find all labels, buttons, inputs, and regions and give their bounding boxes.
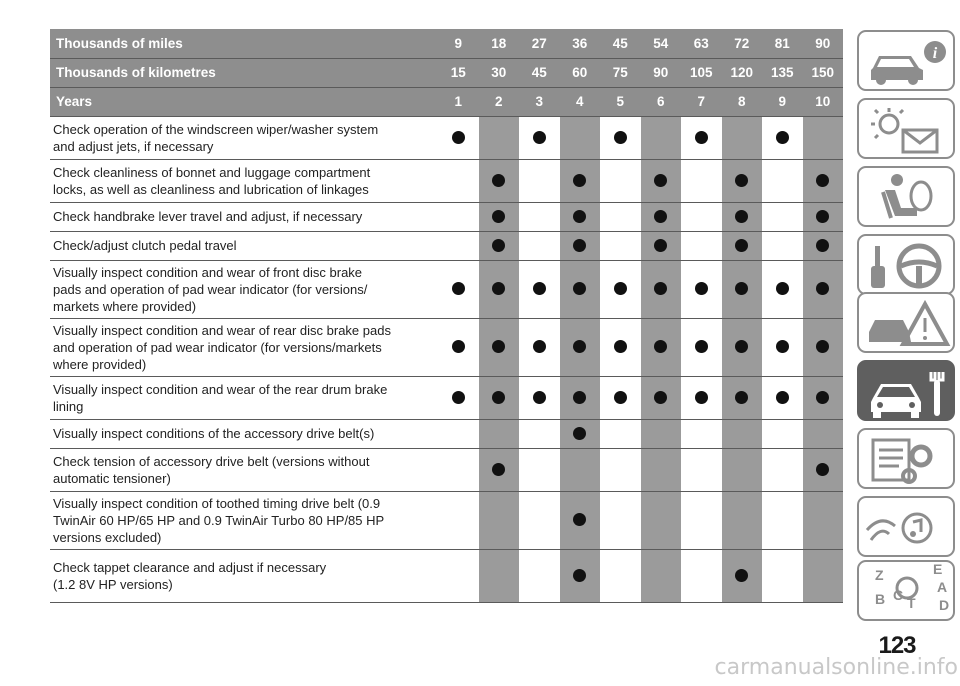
table-row (50, 448, 843, 491)
required-dot-icon (533, 282, 546, 295)
interval-value: 8 (722, 87, 763, 116)
interval-value: 60 (560, 58, 601, 87)
schedule-cell (641, 448, 682, 491)
schedule-cell (479, 202, 520, 231)
required-dot-icon (695, 340, 708, 353)
header-row (50, 58, 843, 87)
required-dot-icon (735, 174, 748, 187)
required-dot-icon (816, 174, 829, 187)
operation-description: Visually inspect condition and wear of the rear drum brake lining (50, 376, 438, 419)
schedule-cell (722, 159, 763, 202)
section-tab-6[interactable] (857, 360, 955, 421)
required-dot-icon (735, 282, 748, 295)
required-dot-icon (816, 239, 829, 252)
schedule-cell (438, 116, 479, 159)
table-row (50, 549, 843, 602)
header-label: Thousands of miles (50, 29, 438, 58)
section-tab-8[interactable] (857, 496, 955, 557)
required-dot-icon (735, 569, 748, 582)
schedule-cell (479, 491, 520, 549)
schedule-cell (560, 159, 601, 202)
schedule-cell (479, 376, 520, 419)
section-tab-1[interactable] (857, 30, 955, 91)
table-row (50, 202, 843, 231)
operation-description: Visually inspect condition and wear of rear disc brake pads and operation of pad wear indicator (for versions/markets where provided) (50, 318, 438, 376)
required-dot-icon (695, 131, 708, 144)
operation-description: Check cleanliness of bonnet and luggage compartment locks, as well as cleanliness and lubrication of linkages (50, 159, 438, 202)
schedule-cell (762, 549, 803, 602)
schedule-cell (519, 202, 560, 231)
schedule-cell (560, 376, 601, 419)
required-dot-icon (776, 340, 789, 353)
required-dot-icon (816, 391, 829, 404)
required-dot-icon (654, 391, 667, 404)
schedule-cell (803, 202, 844, 231)
schedule-cell (681, 549, 722, 602)
table-row (50, 318, 843, 376)
interval-value: 30 (479, 58, 520, 87)
section-tab-2[interactable] (857, 98, 955, 159)
schedule-cell (681, 231, 722, 260)
required-dot-icon (492, 239, 505, 252)
schedule-cell (600, 116, 641, 159)
page-number: 123 (878, 632, 916, 659)
required-dot-icon (816, 340, 829, 353)
interval-value: 9 (762, 87, 803, 116)
schedule-cell (600, 318, 641, 376)
index-letter: E (933, 562, 943, 577)
interval-value: 7 (681, 87, 722, 116)
schedule-cell (479, 260, 520, 318)
table-row (50, 376, 843, 419)
schedule-cell (560, 318, 601, 376)
header-label: Years (50, 87, 438, 116)
maintenance-schedule-table (50, 29, 843, 603)
technical-data-gear-icon (859, 430, 953, 487)
required-dot-icon (573, 569, 586, 582)
schedule-cell (641, 159, 682, 202)
car-info-icon (859, 32, 953, 89)
alphabetical-index-icon (859, 562, 953, 619)
schedule-cell (681, 202, 722, 231)
seat-airbag-icon (859, 168, 953, 225)
schedule-cell (600, 448, 641, 491)
schedule-cell (479, 231, 520, 260)
schedule-cell (803, 159, 844, 202)
schedule-cell (722, 260, 763, 318)
operation-description: Visually inspect condition and wear of front disc brake pads and operation of pad wear indicator (for versions/ markets where provided) (50, 260, 438, 318)
required-dot-icon (573, 513, 586, 526)
required-dot-icon (654, 282, 667, 295)
schedule-cell (519, 448, 560, 491)
schedule-cell (803, 419, 844, 448)
schedule-cell (600, 419, 641, 448)
required-dot-icon (573, 210, 586, 223)
schedule-cell (803, 318, 844, 376)
interval-value: 36 (560, 29, 601, 58)
schedule-cell (762, 376, 803, 419)
section-tab-4[interactable] (857, 234, 955, 295)
schedule-cell (519, 376, 560, 419)
schedule-cell (641, 231, 682, 260)
required-dot-icon (695, 391, 708, 404)
required-dot-icon (654, 210, 667, 223)
operation-description: Visually inspect condition of toothed timing drive belt (0.9 TwinAir 60 HP/65 HP and 0.9 TwinAir Turbo 80 HP/85 HP versions excluded) (50, 491, 438, 549)
schedule-cell (519, 318, 560, 376)
required-dot-icon (452, 282, 465, 295)
required-dot-icon (492, 210, 505, 223)
schedule-cell (641, 116, 682, 159)
interval-value: 150 (803, 58, 844, 87)
table-row (50, 116, 843, 159)
interval-value: 45 (600, 29, 641, 58)
warning-light-message-icon (859, 100, 953, 157)
interval-value: 3 (519, 87, 560, 116)
schedule-cell (803, 549, 844, 602)
interval-value: 1 (438, 87, 479, 116)
schedule-cell (600, 159, 641, 202)
schedule-cell (438, 448, 479, 491)
schedule-cell (560, 260, 601, 318)
required-dot-icon (492, 463, 505, 476)
schedule-cell (681, 159, 722, 202)
operation-description: Check handbrake lever travel and adjust, if necessary (50, 202, 438, 231)
schedule-cell (762, 318, 803, 376)
required-dot-icon (492, 340, 505, 353)
required-dot-icon (614, 282, 627, 295)
schedule-cell (438, 491, 479, 549)
schedule-cell (519, 159, 560, 202)
schedule-cell (438, 202, 479, 231)
schedule-cell (519, 549, 560, 602)
schedule-cell (479, 549, 520, 602)
required-dot-icon (533, 340, 546, 353)
interval-value: 135 (762, 58, 803, 87)
interval-value: 63 (681, 29, 722, 58)
required-dot-icon (614, 391, 627, 404)
schedule-cell (722, 318, 763, 376)
interval-value: 90 (803, 29, 844, 58)
interval-value: 2 (479, 87, 520, 116)
schedule-cell (641, 318, 682, 376)
schedule-cell (722, 419, 763, 448)
key-steering-wheel-icon (859, 236, 953, 293)
schedule-cell (560, 549, 601, 602)
required-dot-icon (533, 391, 546, 404)
required-dot-icon (816, 463, 829, 476)
schedule-cell (803, 491, 844, 549)
interval-value: 4 (560, 87, 601, 116)
required-dot-icon (654, 174, 667, 187)
operation-description: Check/adjust clutch pedal travel (50, 231, 438, 260)
schedule-cell (681, 491, 722, 549)
table-row (50, 231, 843, 260)
schedule-cell (803, 448, 844, 491)
table-row (50, 260, 843, 318)
interval-value: 15 (438, 58, 479, 87)
interval-value: 105 (681, 58, 722, 87)
index-letter: B (875, 591, 886, 607)
required-dot-icon (654, 239, 667, 252)
required-dot-icon (533, 131, 546, 144)
schedule-cell (803, 376, 844, 419)
section-tab-7[interactable] (857, 428, 955, 489)
header-row (50, 87, 843, 116)
schedule-cell (438, 549, 479, 602)
schedule-cell (438, 231, 479, 260)
operation-description: Check tappet clearance and adjust if necessary (1.2 8V HP versions) (50, 549, 438, 602)
car-breakdown-warning-icon (859, 294, 953, 351)
required-dot-icon (654, 340, 667, 353)
schedule-cell (762, 491, 803, 549)
schedule-cell (681, 116, 722, 159)
schedule-cell (438, 419, 479, 448)
schedule-cell (479, 116, 520, 159)
schedule-cell (641, 419, 682, 448)
operation-description: Visually inspect conditions of the accessory drive belt(s) (50, 419, 438, 448)
header-label: Thousands of kilometres (50, 58, 438, 87)
schedule-cell (641, 549, 682, 602)
index-letter: A (937, 579, 948, 595)
required-dot-icon (573, 282, 586, 295)
schedule-cell (641, 260, 682, 318)
interval-value: 5 (600, 87, 641, 116)
schedule-cell (722, 549, 763, 602)
interval-value: 54 (641, 29, 682, 58)
required-dot-icon (735, 340, 748, 353)
schedule-cell (600, 260, 641, 318)
section-tab-3[interactable] (857, 166, 955, 227)
operation-description: Check tension of accessory drive belt (versions without automatic tensioner) (50, 448, 438, 491)
schedule-cell (479, 419, 520, 448)
schedule-cell (803, 116, 844, 159)
index-letter: Z (875, 567, 884, 583)
required-dot-icon (492, 282, 505, 295)
required-dot-icon (776, 391, 789, 404)
multimedia-music-icon (859, 498, 953, 555)
table-row (50, 419, 843, 448)
operation-description: Check operation of the windscreen wiper/washer system and adjust jets, if necessary (50, 116, 438, 159)
schedule-cell (438, 376, 479, 419)
schedule-cell (519, 419, 560, 448)
schedule-cell (600, 231, 641, 260)
schedule-cell (438, 159, 479, 202)
index-letter: T (907, 595, 916, 611)
watermark: carmanualsonline.info (714, 655, 958, 680)
schedule-cell (803, 231, 844, 260)
interval-value: 72 (722, 29, 763, 58)
schedule-cell (519, 260, 560, 318)
interval-value: 27 (519, 29, 560, 58)
schedule-cell (519, 116, 560, 159)
schedule-cell (641, 202, 682, 231)
schedule-cell (722, 116, 763, 159)
schedule-cell (479, 159, 520, 202)
index-letter: D (939, 597, 950, 613)
interval-value: 120 (722, 58, 763, 87)
schedule-cell (600, 491, 641, 549)
schedule-cell (479, 318, 520, 376)
interval-value: 10 (803, 87, 844, 116)
schedule-cell (560, 116, 601, 159)
schedule-cell (681, 448, 722, 491)
required-dot-icon (695, 282, 708, 295)
schedule-cell (681, 318, 722, 376)
interval-value: 75 (600, 58, 641, 87)
schedule-cell (519, 231, 560, 260)
section-tab-5[interactable] (857, 292, 955, 353)
schedule-cell (722, 491, 763, 549)
section-tab-9[interactable] (857, 560, 955, 621)
schedule-cell (722, 202, 763, 231)
required-dot-icon (492, 174, 505, 187)
schedule-cell (762, 260, 803, 318)
schedule-cell (560, 231, 601, 260)
required-dot-icon (573, 174, 586, 187)
schedule-cell (762, 419, 803, 448)
required-dot-icon (452, 391, 465, 404)
schedule-cell (560, 202, 601, 231)
required-dot-icon (735, 210, 748, 223)
schedule-cell (560, 491, 601, 549)
required-dot-icon (573, 239, 586, 252)
required-dot-icon (573, 340, 586, 353)
interval-value: 90 (641, 58, 682, 87)
schedule-cell (641, 491, 682, 549)
required-dot-icon (452, 340, 465, 353)
interval-value: 18 (479, 29, 520, 58)
schedule-cell (600, 202, 641, 231)
schedule-cell (681, 419, 722, 448)
schedule-cell (722, 376, 763, 419)
required-dot-icon (492, 391, 505, 404)
schedule-cell (600, 549, 641, 602)
header-row (50, 29, 843, 58)
index-letter: C (893, 587, 904, 603)
required-dot-icon (816, 282, 829, 295)
table-row (50, 159, 843, 202)
schedule-cell (722, 448, 763, 491)
required-dot-icon (573, 427, 586, 440)
required-dot-icon (452, 131, 465, 144)
schedule-cell (762, 231, 803, 260)
schedule-cell (762, 116, 803, 159)
required-dot-icon (776, 282, 789, 295)
schedule-cell (722, 231, 763, 260)
schedule-cell (560, 448, 601, 491)
schedule-cell (519, 491, 560, 549)
required-dot-icon (573, 391, 586, 404)
schedule-cell (479, 448, 520, 491)
schedule-cell (762, 448, 803, 491)
svg-text:i: i (932, 45, 938, 62)
schedule-cell (762, 202, 803, 231)
table-row (50, 491, 843, 549)
schedule-cell (438, 318, 479, 376)
car-service-wrench-icon (859, 362, 953, 419)
schedule-cell (641, 376, 682, 419)
interval-value: 45 (519, 58, 560, 87)
required-dot-icon (776, 131, 789, 144)
required-dot-icon (735, 391, 748, 404)
schedule-cell (681, 260, 722, 318)
schedule-cell (803, 260, 844, 318)
schedule-cell (438, 260, 479, 318)
required-dot-icon (735, 239, 748, 252)
schedule-cell (560, 419, 601, 448)
interval-value: 9 (438, 29, 479, 58)
schedule-cell (681, 376, 722, 419)
schedule-cell (762, 159, 803, 202)
required-dot-icon (816, 210, 829, 223)
schedule-cell (600, 376, 641, 419)
interval-value: 81 (762, 29, 803, 58)
required-dot-icon (614, 131, 627, 144)
required-dot-icon (614, 340, 627, 353)
interval-value: 6 (641, 87, 682, 116)
